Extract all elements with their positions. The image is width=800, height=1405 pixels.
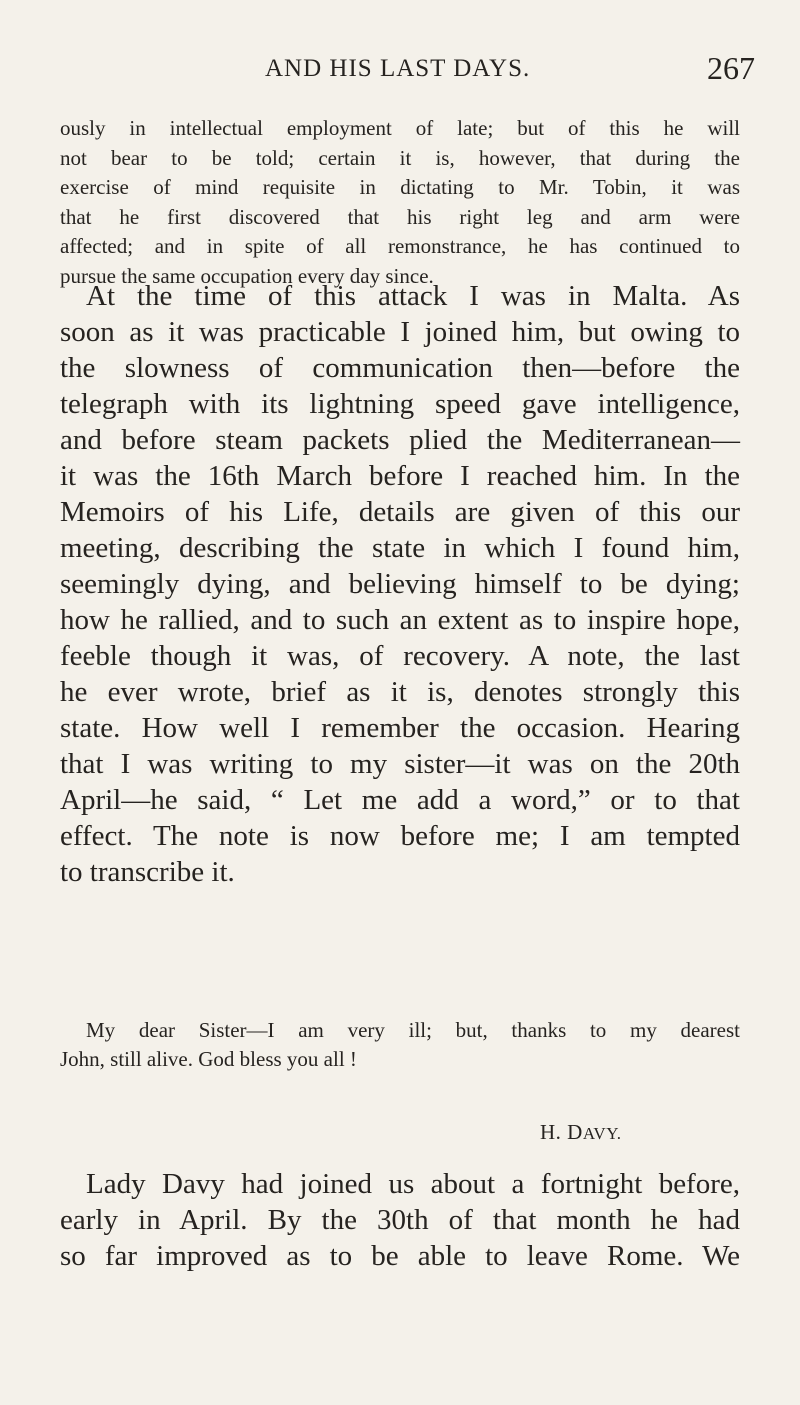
- text-line: At the time of this attack I was in Malta. As: [86, 280, 740, 312]
- text-line: he ever wrote, brief as it is, denotes strongly this: [60, 676, 740, 708]
- text-line: My dear Sister—I am very ill; but, thanks to my dearest: [86, 1018, 740, 1042]
- text-line: so far improved as to be able to leave Rome. We: [60, 1240, 740, 1272]
- text-line: Memoirs of his Life, details are given of this our: [60, 496, 740, 528]
- text-line: early in April. By the 30th of that month he had: [60, 1204, 740, 1236]
- signature-initial: H. D: [540, 1120, 583, 1144]
- text-line: meeting, describing the state in which I found him,: [60, 532, 740, 564]
- text-line: that he first discovered that his right leg and arm were: [60, 204, 740, 229]
- text-line: how he rallied, and to such an extent as to inspire hope,: [60, 604, 740, 636]
- paragraph-1: [60, 114, 740, 291]
- text-line: John, still alive. God bless you all !: [60, 1047, 357, 1071]
- text-line: Lady Davy had joined us about a fortnight before,: [86, 1168, 740, 1200]
- text-line: seemingly dying, and believing himself to be dying;: [60, 568, 740, 600]
- text-line: April—he said, “ Let me add a word,” or to that: [60, 784, 740, 816]
- paragraph-3: [60, 1166, 740, 1274]
- text-line: not bear to be told; certain it is, however, that during the: [60, 145, 740, 170]
- text-line: feeble though it was, of recovery. A note, the last: [60, 640, 740, 672]
- text-line: the slowness of communication then—before the: [60, 352, 740, 384]
- letter-signature: [540, 1120, 622, 1145]
- text-line: and before steam packets plied the Mediterranean—: [60, 424, 740, 456]
- text-line: exercise of mind requisite in dictating to Mr. Tobin, it was: [60, 175, 740, 199]
- text-line: to transcribe it.: [60, 856, 235, 888]
- paragraph-2: [60, 278, 740, 890]
- text-line: soon as it was practicable I joined him, but owing to: [60, 316, 740, 348]
- quoted-letter: [60, 1016, 740, 1074]
- text-line: that I was writing to my sister—it was on the 20th: [60, 748, 740, 780]
- text-line: state. How well I remember the occasion. Hearing: [60, 712, 740, 744]
- text-line: it was the 16th March before I reached him. In the: [60, 460, 740, 492]
- signature-small-caps: AVY.: [582, 1124, 622, 1143]
- text-line: ously in intellectual employment of late; but of this he will: [60, 116, 740, 140]
- running-head: AND HIS LAST DAYS.: [265, 55, 531, 82]
- page-number: 267: [707, 50, 755, 86]
- text-line: telegraph with its lightning speed gave intelligence,: [60, 388, 740, 420]
- text-line: effect. The note is now before me; I am tempted: [60, 820, 740, 852]
- text-line: pursue the same occupation every day since.: [60, 263, 434, 288]
- text-line: affected; and in spite of all remonstrance, he has continued to: [60, 234, 740, 258]
